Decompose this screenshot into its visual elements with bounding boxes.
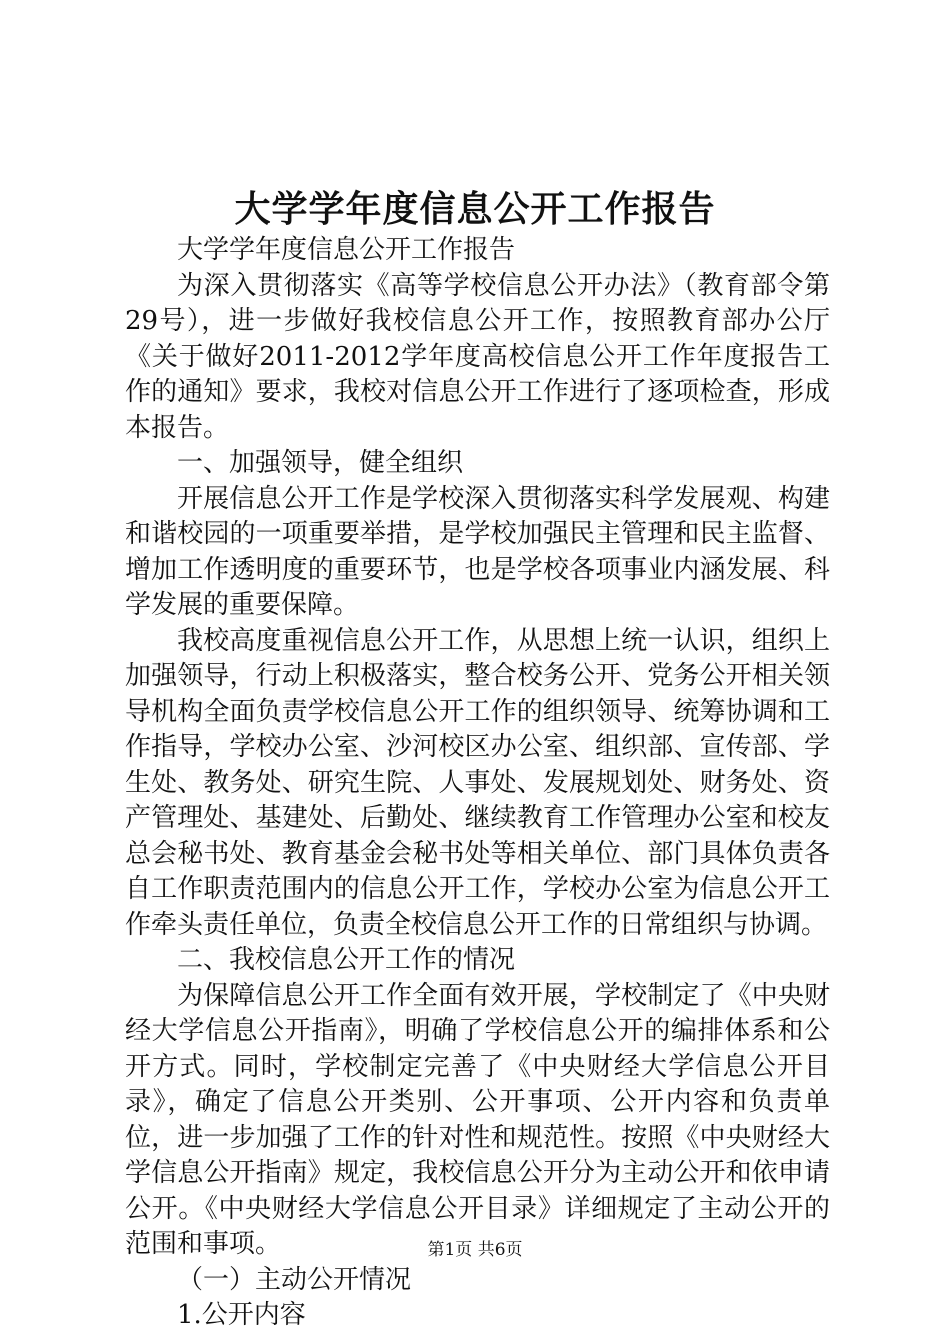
document-body	[125, 233, 830, 1334]
page-title: 大学学年度信息公开工作报告	[234, 188, 716, 230]
paragraph-subtitle: 大学学年度信息公开工作报告	[177, 235, 516, 265]
paragraph-intro: 为深入贯彻落实《高等学校信息公开办法》（教育部令第29号），进一步做好我校信息公开工作，按照教育部办公厅《关于做好2011-2012学年度高校信息公开工作年度报告工作的通知》要求，我校对信息公开工作进行了逐项检查，形成本报告。	[125, 270, 830, 443]
page-number: 第1页 共6页	[427, 1240, 523, 1260]
paragraph: 为保障信息公开工作全面有效开展，学校制定了《中央财经大学信息公开指南》，明确了学校信息公开的编排体系和公开方式。同时，学校制定完善了《中央财经大学信息公开目录》，确定了信息公开类别、公开事项、公开内容和负责单位，进一步加强了工作的针对性和规范性。按照《中央财经大学信息公开指南》规定，我校信息公开分为主动公开和依申请公开。《中央财经大学信息公开目录》详细规定了主动公开的范围和事项。	[125, 980, 830, 1259]
paragraph: 我校高度重视信息公开工作，从思想上统一认识，组织上加强领导，行动上积极落实，整合校务公开、党务公开相关领导机构全面负责学校信息公开工作的组织领导、统筹协调和工作指导，学校办公室、沙河校区办公室、组织部、宣传部、学生处、教务处、研究生院、人事处、发展规划处、财务处、资产管理处、基建处、后勤处、继续教育工作管理办公室和校友总会秘书处、教育基金会秘书处等相关单位、部门具体负责各自工作职责范围内的信息公开工作，学校办公室为信息公开工作牵头责任单位，负责全校信息公开工作的日常组织与协调。	[125, 625, 830, 940]
list-item: 1.公开内容	[177, 1300, 306, 1330]
paragraph: 开展信息公开工作是学校深入贯彻落实科学发展观、构建和谐校园的一项重要举措，是学校加强民主管理和民主监督、增加工作透明度的重要环节，也是学校各项事业内涵发展、科学发展的重要保障。	[125, 483, 830, 620]
section-heading-2: 二、我校信息公开工作的情况	[177, 945, 516, 975]
section-heading-1: 一、加强领导，健全组织	[177, 448, 464, 478]
subsection-heading: （一）主动公开情况	[177, 1264, 412, 1295]
